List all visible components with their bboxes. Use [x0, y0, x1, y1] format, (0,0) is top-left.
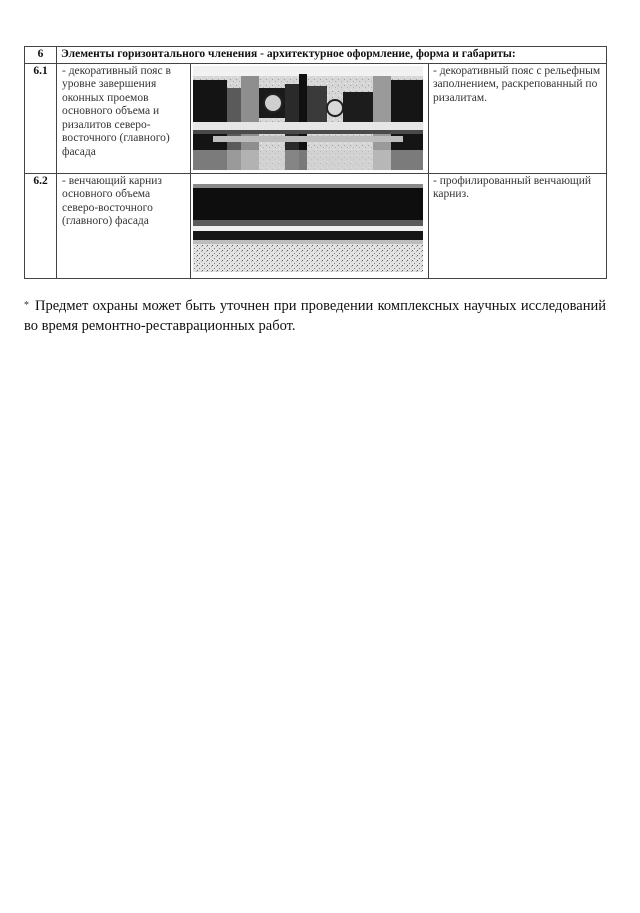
photo-cell — [191, 63, 429, 173]
section-number: 6 — [25, 47, 57, 64]
row-number: 6.2 — [25, 173, 57, 278]
protection-subject-description: - декоративный пояс с рельефным заполнением, раскрепованный по ризалитам. — [429, 63, 607, 173]
footnote-mark: * — [24, 300, 29, 311]
footnote — [24, 296, 606, 336]
table-row — [25, 63, 607, 173]
section-title: Элементы горизонтального членения - архитектурное оформление, форма и габариты: — [57, 47, 607, 64]
element-description: - декоративный пояс в уровне завершения оконных проемов основного объема и ризалитов северо-восточного (главного) фасада — [57, 63, 191, 173]
table-header-row — [25, 47, 607, 64]
footnote-text: Предмет охраны может быть уточнен при проведении комплексных научных исследований во время ремонтно-реставрационных работ. — [24, 298, 606, 334]
element-description: - венчающий карниз основного объема северо-восточного (главного) фасада — [57, 173, 191, 278]
protection-subject-description: - профилированный венчающий карниз. — [429, 173, 607, 278]
decorative-belt-photo — [193, 66, 423, 170]
row-number: 6.1 — [25, 63, 57, 173]
photo-cell — [191, 173, 429, 278]
crowning-cornice-photo — [193, 176, 423, 272]
table-row — [25, 173, 607, 278]
protection-subject-table — [24, 46, 607, 279]
